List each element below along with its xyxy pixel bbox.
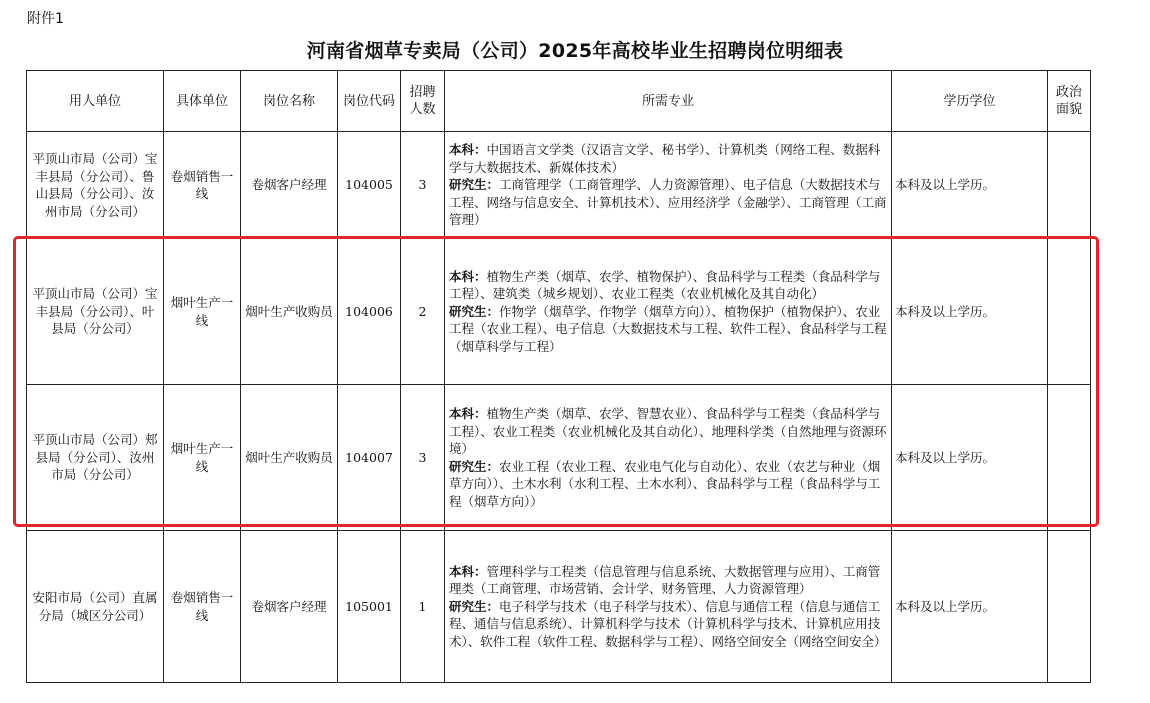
grad-label: 研究生： [449,177,500,193]
grad-majors [449,598,887,651]
employer-cell: 安阳市局（公司）直属分局（城区分公司） [27,531,164,683]
table-row [27,531,1091,683]
header-unit: 具体单位 [164,71,241,132]
employer-cell: 平顶山市局（公司）郏县局（分公司）、汝州市局（分公司） [27,385,164,531]
document-title: 河南省烟草专卖局（公司）2025年高校毕业生招聘岗位明细表 [306,40,844,62]
unit-cell: 烟叶生产一线 [164,239,241,385]
majors-cell [445,132,892,239]
undergrad-majors [449,405,887,458]
position-cell: 卷烟客户经理 [241,132,338,239]
count-cell: 3 [401,132,445,239]
undergrad-majors [449,141,887,176]
header-majors: 所需专业 [445,71,892,132]
majors-cell [445,239,892,385]
employer-cell: 平顶山市局（公司）宝丰县局（分公司）、叶县局（分公司） [27,239,164,385]
grad-majors [449,176,887,229]
undergrad-majors [449,563,887,598]
undergrad-label: 本科： [449,563,487,579]
education-cell: 本科及以上学历。 [892,385,1048,531]
undergrad-majors [449,268,887,303]
grad-majors [449,303,887,356]
grad-text: 作物学（烟草学、作物学（烟草方向））、植物保护（植物保护）、农业工程（农业工程）、电子信息（大数据技术与工程、软件工程）、食品科学与工程（烟草科学与工程） [449,303,887,354]
political-cell [1048,132,1091,239]
table-row [27,239,1091,385]
position-cell: 卷烟客户经理 [241,531,338,683]
grad-majors [449,458,887,511]
code-cell: 105001 [338,531,401,683]
unit-cell: 烟叶生产一线 [164,385,241,531]
unit-cell: 卷烟销售一线 [164,132,241,239]
grad-text: 电子科学与技术（电子科学与技术）、信息与通信工程（信息与通信工程、通信与信息系统）、计算机科学与技术（计算机科学与技术、计算机应用技术）、软件工程（软件工程、数据科学与工程）、网络空间安全（网络空间安全） [449,598,887,649]
political-cell [1048,385,1091,531]
count-cell: 2 [401,239,445,385]
political-cell [1048,239,1091,385]
grad-label: 研究生： [449,303,500,319]
table-row [27,132,1091,239]
grad-text: 工商管理学（工商管理学、人力资源管理）、电子信息（大数据技术与工程、网络与信息安全、计算机技术）、应用经济学（金融学）、工商管理（工商管理） [449,177,887,228]
positions-table [26,70,1091,683]
attachment-label: 附件1 [27,11,64,27]
employer-cell: 平顶山市局（公司）宝丰县局（分公司）、鲁山县局（分公司）、汝州市局（分公司） [27,132,164,239]
code-cell: 104006 [338,239,401,385]
table-row [27,385,1091,531]
grad-label: 研究生： [449,458,500,474]
count-cell: 1 [401,531,445,683]
political-cell [1048,531,1091,683]
header-count: 招聘人数 [401,71,445,132]
education-cell: 本科及以上学历。 [892,531,1048,683]
header-education: 学历学位 [892,71,1048,132]
header-position: 岗位名称 [241,71,338,132]
undergrad-text: 植物生产类（烟草、农学、智慧农业）、食品科学与工程类（食品科学与工程）、农业工程类（农业机械化及其自动化）、地理科学类（自然地理与资源环境） [449,406,887,456]
grad-text: 农业工程（农业工程、农业电气化与自动化）、农业（农艺与种业（烟草方向））、土木水利（水利工程、土木水利）、食品科学与工程（食品科学与工程（烟草方向）） [449,458,881,509]
undergrad-text: 管理科学与工程类（信息管理与信息系统、大数据管理与应用）、工商管理类（工商管理、市场营销、会计学、财务管理、人力资源管理） [449,563,881,597]
position-cell: 烟叶生产收购员 [241,385,338,531]
education-cell: 本科及以上学历。 [892,239,1048,385]
count-cell: 3 [401,385,445,531]
undergrad-text: 中国语言文学类（汉语言文学、秘书学）、计算机类（网络工程、数据科学与大数据技术、新媒体技术） [449,142,881,175]
undergrad-label: 本科： [449,268,487,284]
majors-cell [445,385,892,531]
undergrad-text: 植物生产类（烟草、农学、植物保护）、食品科学与工程类（食品科学与工程）、建筑类（城乡规划）、农业工程类（农业机械化及其自动化） [449,268,881,302]
header-row [27,71,1091,132]
code-cell: 104005 [338,132,401,239]
majors-cell [445,531,892,683]
education-cell: 本科及以上学历。 [892,132,1048,239]
unit-cell: 卷烟销售一线 [164,531,241,683]
code-cell: 104007 [338,385,401,531]
header-employer: 用人单位 [27,71,164,132]
header-political: 政治面貌 [1048,71,1091,132]
undergrad-label: 本科： [449,406,487,421]
header-code: 岗位代码 [338,71,401,132]
position-cell: 烟叶生产收购员 [241,239,338,385]
grad-label: 研究生： [449,598,500,614]
undergrad-label: 本科： [449,142,487,158]
